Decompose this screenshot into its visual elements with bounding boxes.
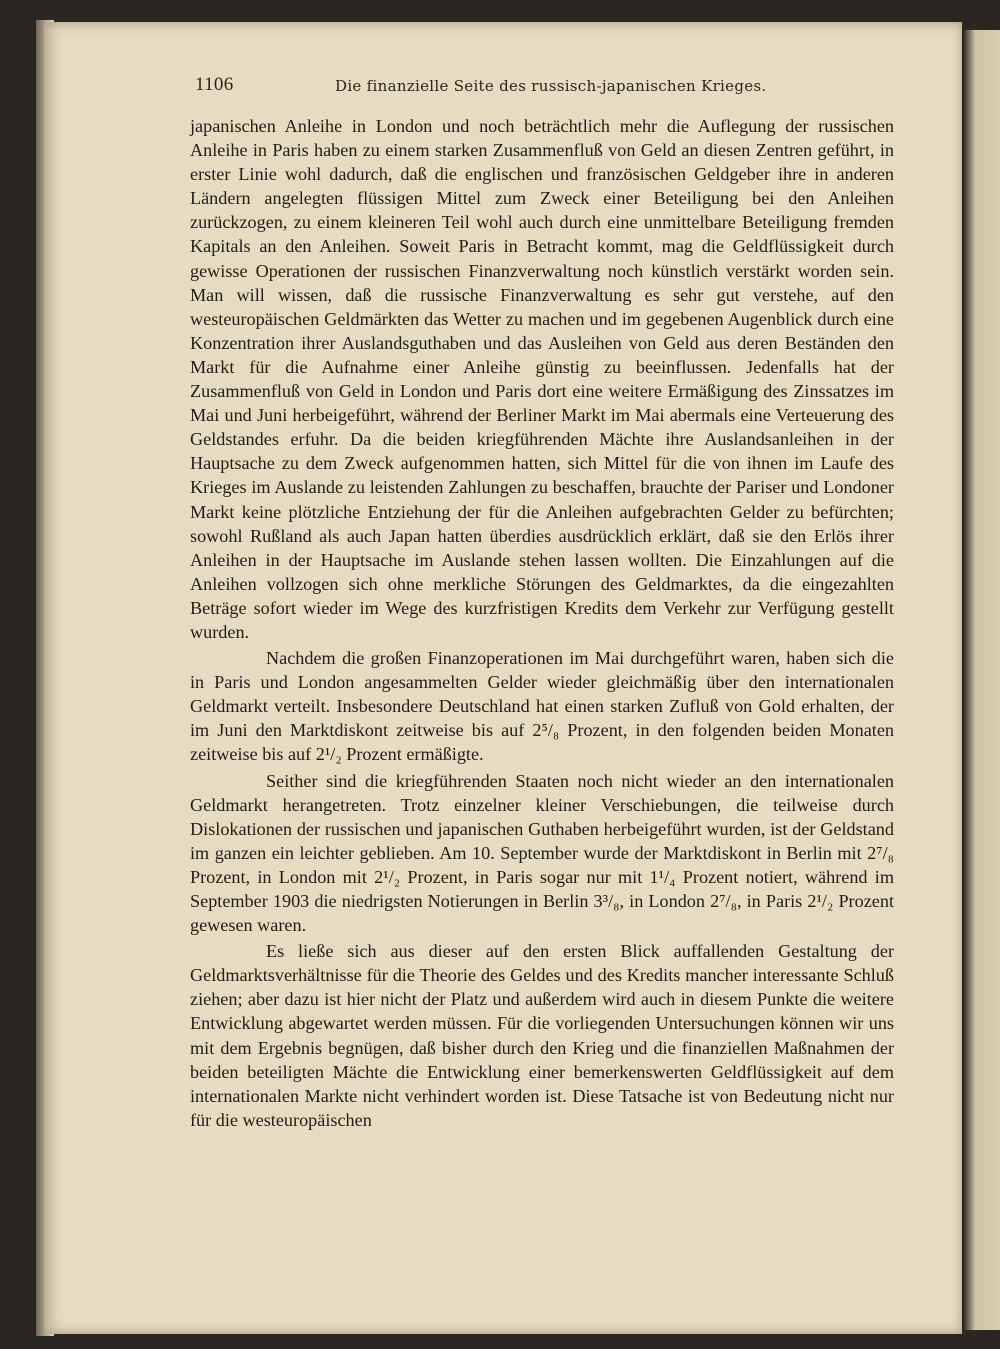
body-text (190, 114, 894, 1134)
paragraph: japanischen Anleihe in London und noch beträchtlich mehr die Auflegung der russischen Anleihe in Paris haben zu einem starken Zusammenfluß von Geld an diesen Zentren geführt, in erster Linie wohl dadurch, daß die englischen und französischen Geldgeber ihre in anderen Ländern angelegten flüssigen Mittel zum Zweck einer Beteiligung bei den Anleihen zurückzogen, zu einem kleineren Teil wohl auch durch eine unmittelbare Beteiligung fremden Kapitals an den Anleihen. Soweit Paris in Betracht kommt, mag die Geldflüssigkeit durch gewisse Operationen der russischen Finanzverwaltung noch künstlich verstärkt worden sein. Man will wissen, daß die russische Finanzverwaltung es sehr gut verstehe, auf den westeuropäischen Geldmärkten das Wetter zu machen und im gegebenen Augenblick durch eine Konzentration ihrer Auslandsguthaben und das Ausleihen von Geld aus deren Beständen den Markt für die Aufnahme einer Anleihe günstig zu beeinflussen. Jedenfalls hat der Zusammenfluß von Geld in London und Paris dort eine weitere Ermäßigung des Zinssatzes im Mai und Juni herbeigeführt, während der Berliner Markt im Mai abermals eine Verteuerung des Geldstandes erfuhr. Da die beiden kriegführenden Mächte ihre Auslandsanleihen in der Hauptsache zu dem Zweck aufgenommen hatten, sich Mittel für die von ihnen im Laufe des Krieges im Auslande zu leistenden Zahlungen zu beschaffen, brauchte der Pariser und Londoner Markt keine plötzliche Entziehung der für die Anleihen aufgebrachten Gelder zu befürchten; sowohl Rußland als auch Japan hatten überdies ausdrücklich erklärt, daß sie den Erlös ihrer Anleihen in der Hauptsache im Auslande stehen lassen wollten. Die Einzahlungen auf die Anleihen vollzogen sich ohne merkliche Störungen des Geldmarktes, da die eingezahlten Beträge sofort wieder im Wege des kurzfristigen Kredits dem Verkehr zur Verfügung gestellt wurden. (190, 116, 894, 642)
page-number: 1106 (195, 74, 234, 95)
paragraph: Es ließe sich aus dieser auf den ersten Blick auffallenden Gestaltung der Geldmarktsverhältnisse für die Theorie des Geldes und des Kredits mancher interessante Schluß ziehen; aber dazu ist hier nicht der Platz und außerdem wird auch in diesem Punkte die weitere Entwicklung abgewartet werden müssen. Für die vorliegenden Untersuchungen können wir uns mit dem Ergebnis begnügen, daß bisher durch den Krieg und die finanziellen Maßnahmen der beiden beteiligten Mächte die Entwicklung einer bemerkenswerten Geldflüssigkeit auf dem internationalen Markte nicht verhindert worden ist. Diese Tatsache ist von Bedeutung nicht nur für die westeuropäischen (190, 941, 894, 1130)
paragraph: Seither sind die kriegführenden Staaten noch nicht wieder an den internationalen Geldmarkt herangetreten. Trotz einzelner kleiner Verschiebungen, die teilweise durch Dislokationen der russischen und japanischen Guthaben herbeigeführt wurden, ist der Geldstand im ganzen ein leichter geblieben. Am 10. September wurde der Marktdiskont in Berlin mit 2⁷/₈ Prozent, in London mit 2¹/₂ Prozent, in Paris sogar nur mit 1¹/₄ Prozent notiert, während im September 1903 die niedrigsten Notierungen in Berlin 3³/₈, in London 2⁷/₈, in Paris 2¹/₂ Prozent gewesen waren. (190, 770, 894, 936)
next-page-edge (962, 30, 1000, 1330)
page-header (195, 74, 895, 102)
running-title: Die finanzielle Seite des russisch-japanischen Krieges. (335, 77, 767, 95)
paragraph: Nachdem die großen Finanzoperationen im Mai durchgeführt waren, haben sich die in Paris und London angesammelten Gelder wieder gleichmäßig über den internationalen Geldmarkt verteilt. Insbesondere Deutschland hat einen starken Zufluß von Gold erhalten, der im Juni den Marktdiskont zeitweise bis auf 2⁵/₈ Prozent, in den folgenden beiden Monaten zeitweise bis auf 2¹/₂ Prozent ermäßigte. (190, 648, 894, 765)
